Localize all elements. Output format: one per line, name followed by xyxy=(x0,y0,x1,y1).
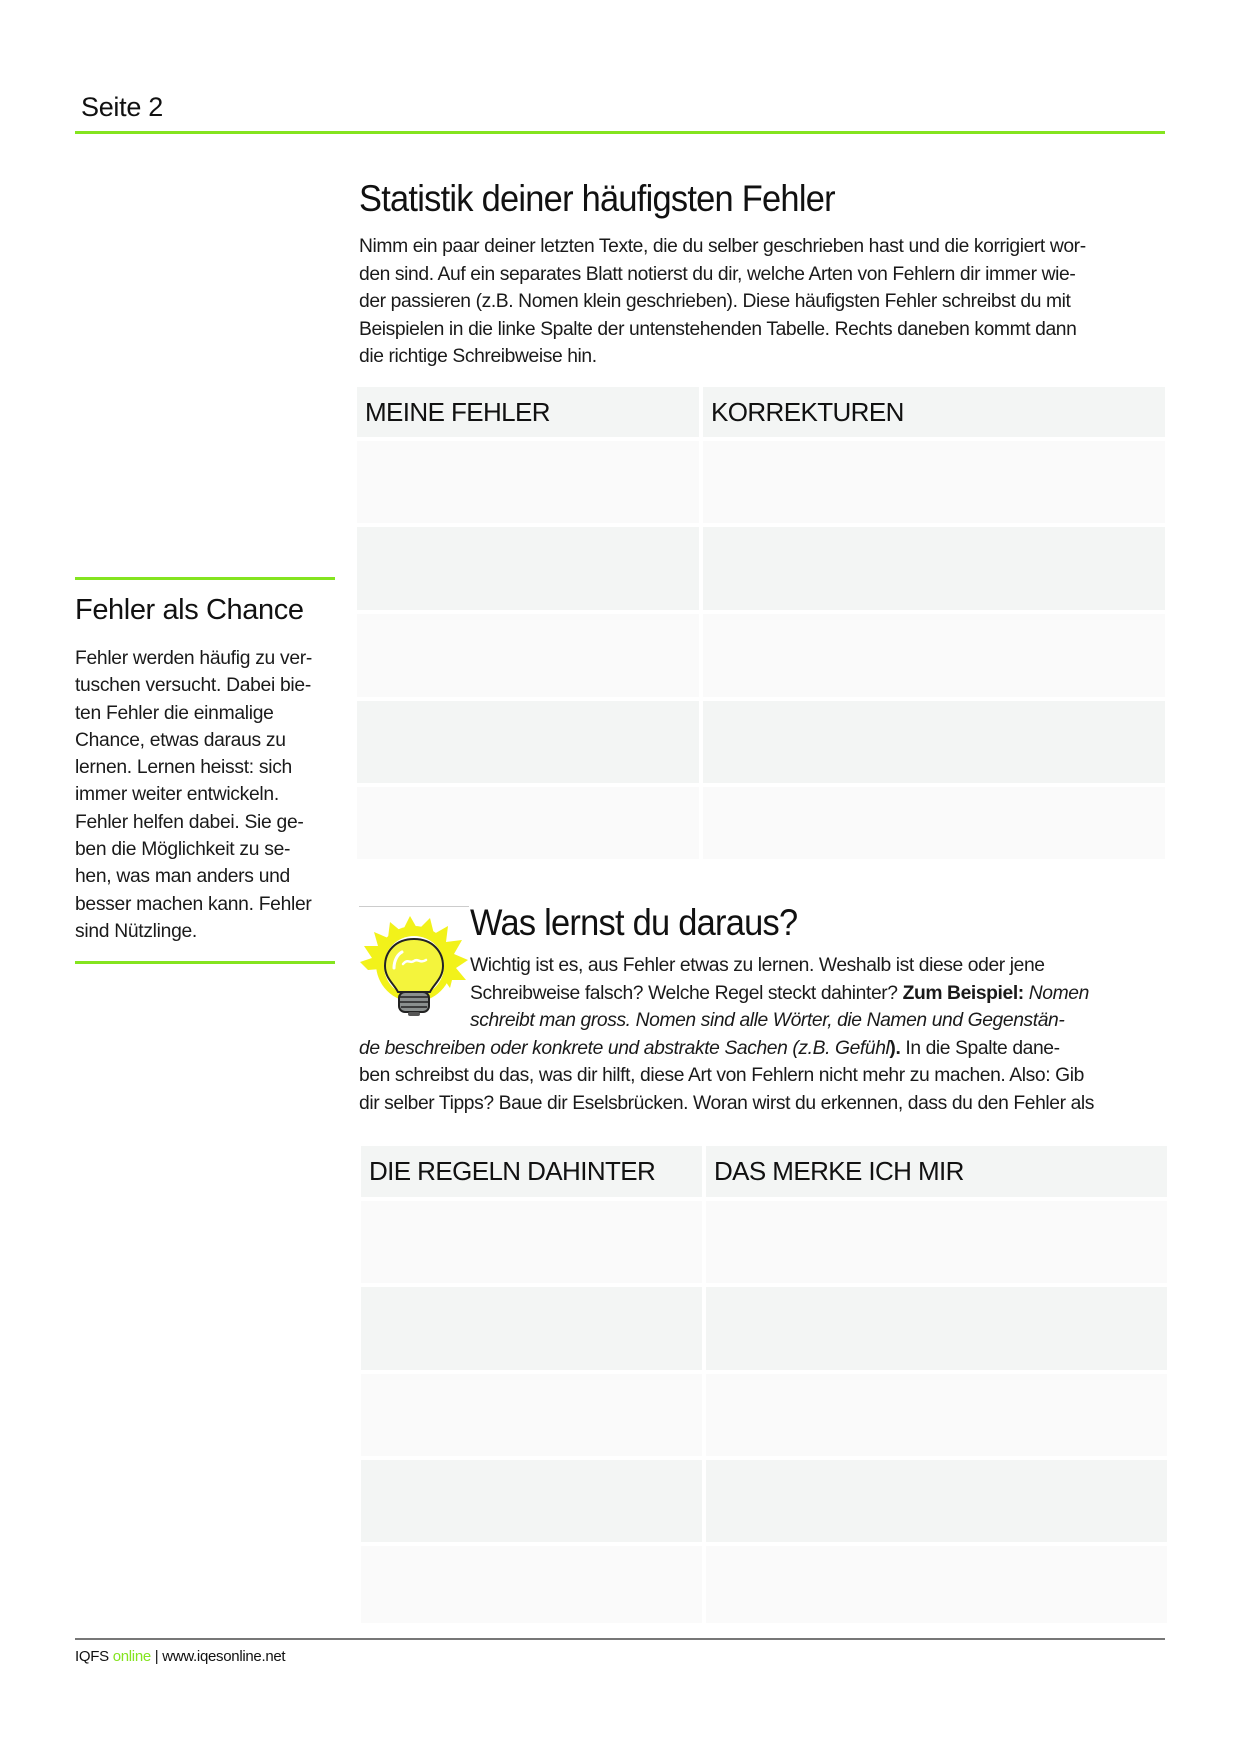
section2-line xyxy=(359,980,1169,1008)
sidebar-bottom-divider xyxy=(75,961,335,964)
table-cell-error[interactable] xyxy=(357,527,699,610)
table-cell-correction[interactable] xyxy=(703,787,1165,859)
text-run-italic: Nomen xyxy=(1023,982,1089,1004)
sidebar-line: immer weiter entwickeln. xyxy=(75,784,279,806)
intro-line: die richtige Schreibweise hin. xyxy=(359,346,597,367)
text-run-italic: schreibt man gross. Nomen sind alle Wörter, die Namen und Gegenstän- xyxy=(470,1010,1065,1031)
sidebar-line: lernen. Lernen heisst: sich xyxy=(75,757,292,779)
errors-table xyxy=(357,387,1165,859)
sidebar-line: Fehler helfen dabei. Sie ge- xyxy=(75,811,304,833)
section2-line: dir selber Tipps? Baue dir Eselsbrücken. Woran wirst du erkennen, dass du den Fehler als xyxy=(359,1092,1095,1114)
sidebar-line: sind Nützlinge. xyxy=(75,920,197,942)
section-title-statistics: Statistik deiner häufigsten Fehler xyxy=(359,178,835,219)
table-cell-remember[interactable] xyxy=(706,1546,1167,1623)
table-cell-remember[interactable] xyxy=(706,1460,1167,1542)
text-run-italic: de beschreiben oder konkrete und abstrakte Sachen (z.B. Gefühl xyxy=(359,1037,890,1059)
sidebar-top-divider xyxy=(75,577,335,580)
rules-table xyxy=(361,1146,1167,1623)
footer xyxy=(75,1648,285,1665)
intro-line: Nimm ein paar deiner letzten Texte, die du selber geschrieben hast und die korrigiert wor- xyxy=(359,236,1086,257)
table-cell-error[interactable] xyxy=(357,614,699,697)
table-cell-error[interactable] xyxy=(357,787,699,859)
table-cell-remember[interactable] xyxy=(706,1201,1167,1283)
table-header-remember: DAS MERKE ICH MIR xyxy=(706,1146,1167,1197)
section-intro-text xyxy=(359,233,1167,371)
table-header-my-errors: MEINE FEHLER xyxy=(357,387,699,437)
footer-separator: | xyxy=(154,1648,159,1665)
footer-url[interactable]: www.iqesonline.net xyxy=(162,1648,286,1665)
sidebar-title: Fehler als Chance xyxy=(75,594,304,626)
section2-line: Wichtig ist es, aus Fehler etwas zu lernen. Weshalb ist diese oder jene xyxy=(470,955,1045,976)
section2-line xyxy=(359,1007,1169,1035)
sidebar-line: besser machen kann. Fehler xyxy=(75,893,312,915)
footer-divider xyxy=(75,1638,1165,1640)
intro-line: Beispielen in die linke Spalte der untenstehenden Tabelle. Rechts daneben kommt dann xyxy=(359,318,1077,340)
intro-line: der passieren (z.B. Nomen klein geschrieben). Diese häufigsten Fehler schreibst du mit xyxy=(359,291,1071,312)
footer-brand-suffix: online xyxy=(112,1648,151,1665)
intro-line: den sind. Auf ein separates Blatt notierst du dir, welche Arten von Fehlern dir immer wie- xyxy=(359,263,1076,285)
table-cell-rule[interactable] xyxy=(361,1546,702,1623)
sidebar-line: Chance, etwas daraus zu xyxy=(75,729,286,751)
table-cell-correction[interactable] xyxy=(703,441,1165,523)
section2-line: ben schreibst du das, was dir hilft, diese Art von Fehlern nicht mehr zu machen. Also: Gib xyxy=(359,1065,1084,1086)
table-cell-remember[interactable] xyxy=(706,1374,1167,1456)
footer-brand: IQFS xyxy=(75,1648,109,1665)
section2-line xyxy=(359,1035,1169,1063)
table-cell-correction[interactable] xyxy=(703,701,1165,783)
table-cell-remember[interactable] xyxy=(706,1287,1167,1370)
text-run-bold: ). xyxy=(889,1037,901,1059)
page-number-label: Seite 2 xyxy=(81,92,163,122)
text-run: Schreibweise falsch? Welche Regel steckt dahinter? xyxy=(470,982,903,1004)
sidebar-line: ben die Möglichkeit zu se- xyxy=(75,839,291,861)
sidebar-line: ten Fehler die einmalige xyxy=(75,702,274,724)
section-title-lessons: Was lernst du daraus? xyxy=(470,902,798,943)
table-cell-error[interactable] xyxy=(357,701,699,783)
sidebar-line: hen, was man anders und xyxy=(75,866,290,888)
section2-text xyxy=(359,952,1169,1117)
table-header-rules: DIE REGELN DAHINTER xyxy=(361,1146,702,1197)
table-cell-correction[interactable] xyxy=(703,614,1165,697)
image-top-border xyxy=(359,906,469,907)
table-cell-rule[interactable] xyxy=(361,1201,702,1283)
text-run: In die Spalte dane- xyxy=(900,1037,1060,1059)
table-header-corrections: KORREKTUREN xyxy=(703,387,1165,437)
sidebar-text xyxy=(75,645,337,945)
sidebar-line: tuschen versucht. Dabei bie- xyxy=(75,675,311,697)
table-cell-correction[interactable] xyxy=(703,527,1165,610)
table-cell-rule[interactable] xyxy=(361,1287,702,1370)
table-cell-error[interactable] xyxy=(357,441,699,523)
table-cell-rule[interactable] xyxy=(361,1460,702,1542)
sidebar-line: Fehler werden häufig zu ver- xyxy=(75,648,313,669)
header-divider xyxy=(75,131,1165,134)
table-cell-rule[interactable] xyxy=(361,1374,702,1456)
text-run-bold: Zum Beispiel: xyxy=(902,982,1024,1004)
